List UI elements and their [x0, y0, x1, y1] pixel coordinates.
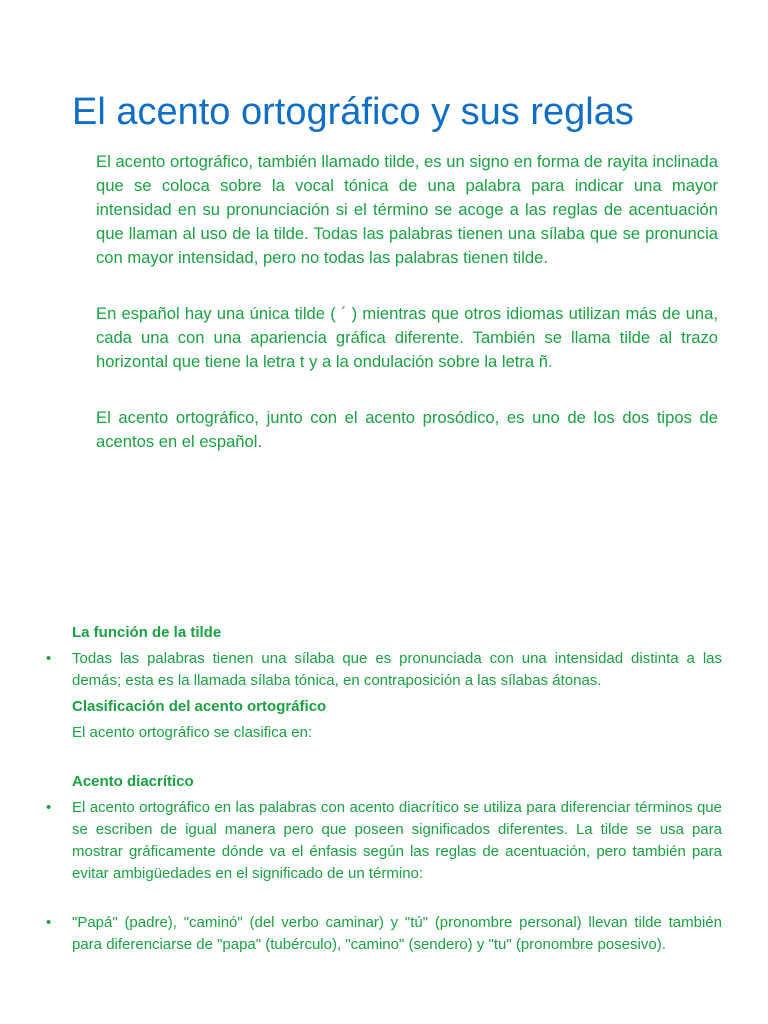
funcion-heading: La función de la tilde — [72, 624, 222, 641]
clasificacion-text: El acento ortográfico se clasifica en: — [72, 724, 313, 741]
page-title: El acento ortográfico y sus reglas — [72, 91, 634, 133]
funcion-bullet — [46, 648, 722, 692]
diacritico-heading: Acento diacrítico — [72, 773, 194, 790]
clasificacion-heading: Clasificación del acento ortográfico — [72, 698, 327, 715]
funcion-bullet-text: Todas las palabras tienen una sílaba que es pronunciada con una intensidad distinta a las demás; esta es la llamada sílaba tónica, en contraposición a las sílabas átonas. — [72, 650, 722, 689]
diacritico-bullet-2 — [46, 912, 722, 956]
intro-paragraph-2: En español hay una única tilde ( ´ ) mientras que otros idiomas utilizan más de una, cada una con una apariencia gráfica diferente. También se llama tilde al trazo horizontal que tiene la letra t y a la ondulación sobre la letra ñ. — [96, 304, 718, 371]
diacritico-bullet-1-text: El acento ortográfico en las palabras con acento diacrítico se utiliza para diferenciar términos que se escriben de igual manera pero que poseen significados diferentes. La tilde se usa para mostrar gráficamente dónde va el énfasis según las reglas de acentuación, pero también para evitar ambigüedades en el significado de un término: — [72, 799, 722, 882]
bullet-icon: • — [46, 799, 52, 816]
diacritico-bullet-2-text: "Papá" (padre), "caminó" (del verbo caminar) y "tú" (pronombre personal) llevan tilde también para diferenciarse de "papa" (tubérculo), "camino" (sendero) y "tu" (pronombre posesivo). — [72, 914, 722, 953]
content-sections — [46, 622, 722, 956]
intro-paragraph-3: El acento ortográfico, junto con el acento prosódico, es uno de los dos tipos de acentos en el español. — [96, 408, 718, 451]
intro-paragraph-1: El acento ortográfico, también llamado tilde, es un signo en forma de rayita inclinada que se coloca sobre la vocal tónica de una palabra para indicar una mayor intensidad en su pronunciación si el término se acoge a las reglas de acentuación que llaman al uso de la tilde. Todas las palabras tienen una sílaba que se pronuncia con mayor intensidad, pero no todas las palabras tienen tilde. — [96, 152, 718, 267]
intro-section — [96, 150, 718, 486]
diacritico-bullet-1 — [46, 797, 722, 885]
bullet-icon: • — [46, 650, 52, 667]
bullet-icon: • — [46, 914, 52, 931]
